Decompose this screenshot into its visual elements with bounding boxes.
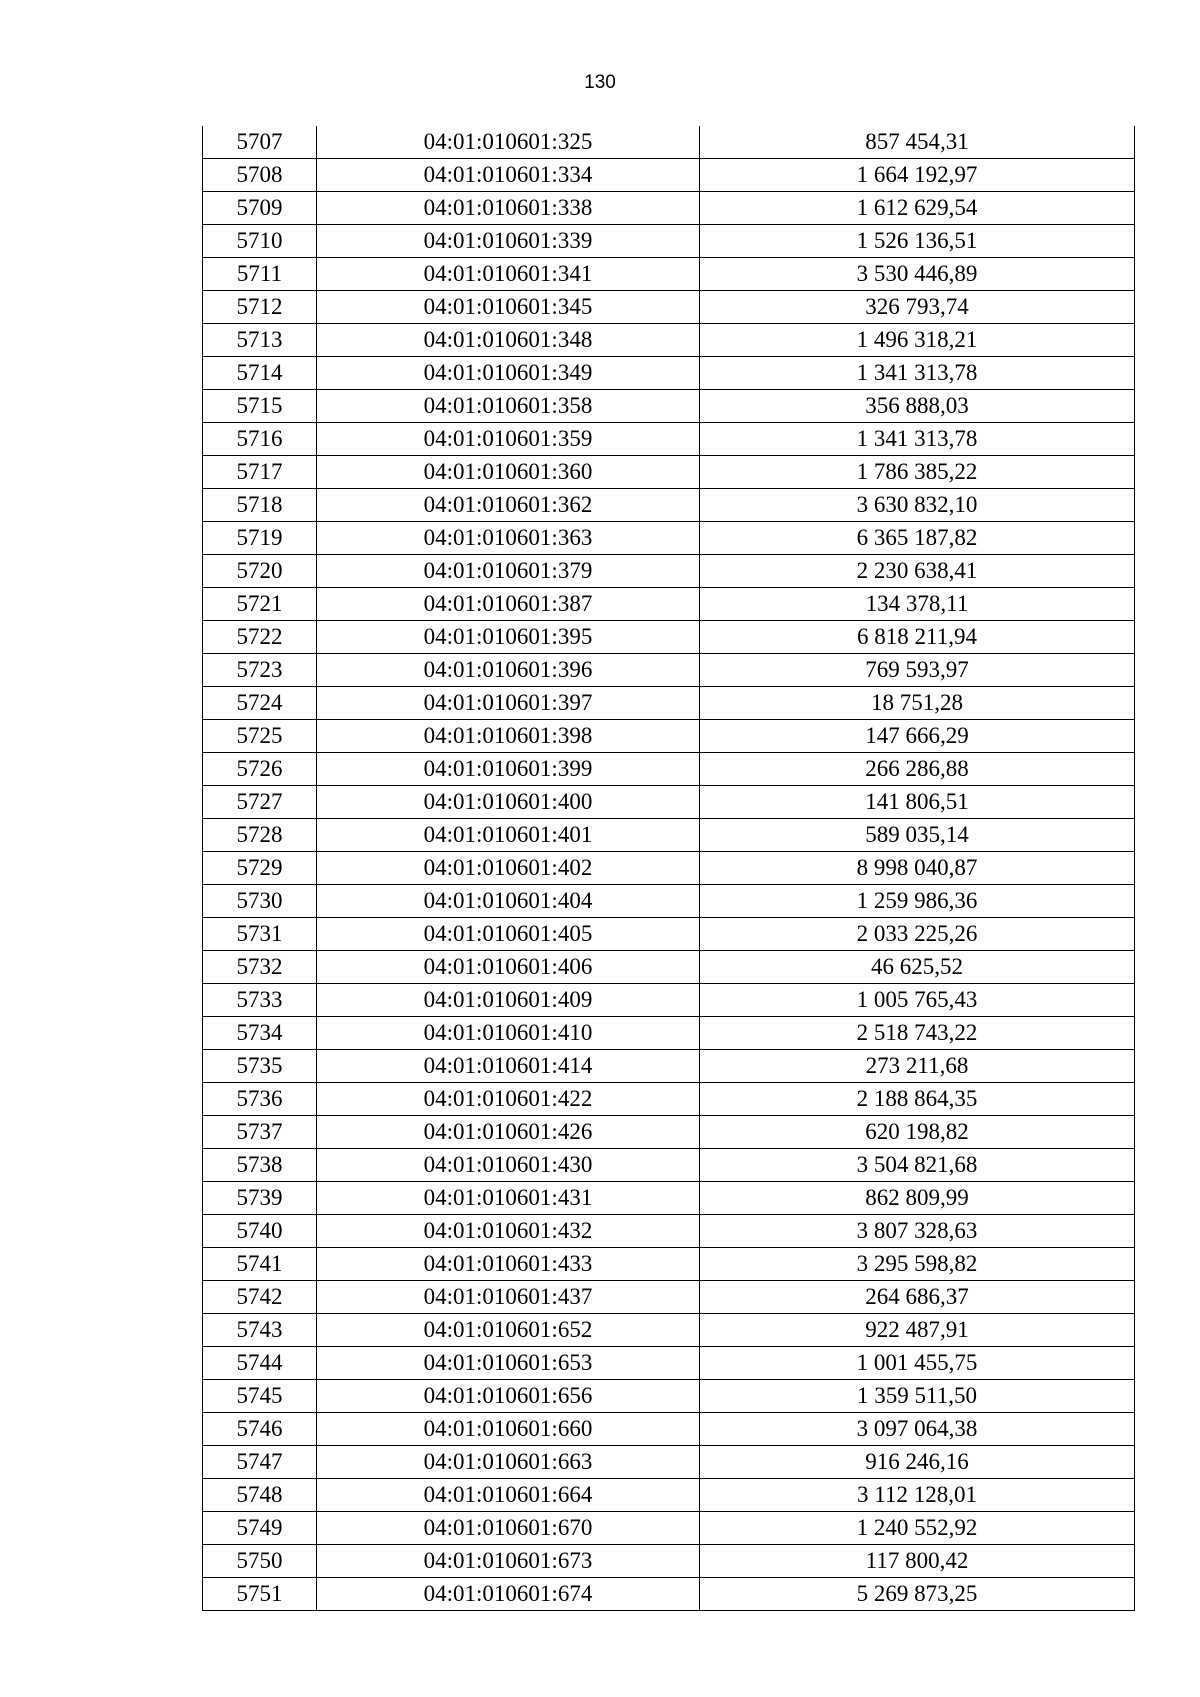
table-row: [203, 225, 1135, 258]
table-row: [203, 1182, 1135, 1215]
row-number-cell: 5731: [203, 918, 317, 951]
cadastral-number-cell: 04:01:010601:404: [317, 885, 700, 918]
cadastral-value-cell: 2 033 225,26: [700, 918, 1135, 951]
table-row: [203, 588, 1135, 621]
cadastral-value-cell: 3 295 598,82: [700, 1248, 1135, 1281]
row-number-cell: 5714: [203, 357, 317, 390]
table-row: [203, 1050, 1135, 1083]
cadastral-number-cell: 04:01:010601:338: [317, 192, 700, 225]
cadastral-value-cell: 18 751,28: [700, 687, 1135, 720]
row-number-cell: 5730: [203, 885, 317, 918]
cadastral-number-cell: 04:01:010601:660: [317, 1413, 700, 1446]
table-row: [203, 159, 1135, 192]
table-row: [203, 687, 1135, 720]
cadastral-value-cell: 620 198,82: [700, 1116, 1135, 1149]
cadastral-number-cell: 04:01:010601:379: [317, 555, 700, 588]
table-row: [203, 1116, 1135, 1149]
table-row: [203, 753, 1135, 786]
row-number-cell: 5748: [203, 1479, 317, 1512]
cadastral-value-cell: 1 359 511,50: [700, 1380, 1135, 1413]
cadastral-value-cell: 3 097 064,38: [700, 1413, 1135, 1446]
cadastral-number-cell: 04:01:010601:652: [317, 1314, 700, 1347]
cadastral-value-cell: 46 625,52: [700, 951, 1135, 984]
cadastral-number-cell: 04:01:010601:656: [317, 1380, 700, 1413]
row-number-cell: 5710: [203, 225, 317, 258]
table-row: [203, 1446, 1135, 1479]
row-number-cell: 5715: [203, 390, 317, 423]
row-number-cell: 5716: [203, 423, 317, 456]
table-row: [203, 390, 1135, 423]
cadastral-value-cell: 8 998 040,87: [700, 852, 1135, 885]
row-number-cell: 5711: [203, 258, 317, 291]
cadastral-value-cell: 589 035,14: [700, 819, 1135, 852]
cadastral-number-cell: 04:01:010601:358: [317, 390, 700, 423]
cadastral-value-cell: 1 341 313,78: [700, 357, 1135, 390]
cadastral-number-cell: 04:01:010601:349: [317, 357, 700, 390]
table-row: [203, 1248, 1135, 1281]
row-number-cell: 5745: [203, 1380, 317, 1413]
cadastral-number-cell: 04:01:010601:664: [317, 1479, 700, 1512]
cadastral-value-cell: 922 487,91: [700, 1314, 1135, 1347]
cadastral-value-cell: 3 630 832,10: [700, 489, 1135, 522]
row-number-cell: 5751: [203, 1578, 317, 1611]
cadastral-value-cell: 857 454,31: [700, 126, 1135, 159]
cadastral-value-cell: 862 809,99: [700, 1182, 1135, 1215]
row-number-cell: 5750: [203, 1545, 317, 1578]
row-number-cell: 5735: [203, 1050, 317, 1083]
row-number-cell: 5719: [203, 522, 317, 555]
row-number-cell: 5739: [203, 1182, 317, 1215]
row-number-cell: 5725: [203, 720, 317, 753]
cadastral-value-cell: 3 530 446,89: [700, 258, 1135, 291]
cadastral-value-cell: 3 807 328,63: [700, 1215, 1135, 1248]
cadastral-number-cell: 04:01:010601:422: [317, 1083, 700, 1116]
row-number-cell: 5741: [203, 1248, 317, 1281]
row-number-cell: 5713: [203, 324, 317, 357]
cadastral-value-table: [202, 126, 1134, 1611]
cadastral-value-cell: 2 230 638,41: [700, 555, 1135, 588]
table-row: [203, 291, 1135, 324]
table-row: [203, 1545, 1135, 1578]
table-row: [203, 1413, 1135, 1446]
cadastral-value-cell: 1 341 313,78: [700, 423, 1135, 456]
row-number-cell: 5721: [203, 588, 317, 621]
cadastral-number-cell: 04:01:010601:405: [317, 918, 700, 951]
cadastral-number-cell: 04:01:010601:359: [317, 423, 700, 456]
table-body: [203, 126, 1135, 1611]
table-row: [203, 918, 1135, 951]
cadastral-number-cell: 04:01:010601:363: [317, 522, 700, 555]
row-number-cell: 5727: [203, 786, 317, 819]
cadastral-value-cell: 264 686,37: [700, 1281, 1135, 1314]
row-number-cell: 5737: [203, 1116, 317, 1149]
table-row: [203, 1149, 1135, 1182]
cadastral-value-cell: 5 269 873,25: [700, 1578, 1135, 1611]
cadastral-number-cell: 04:01:010601:395: [317, 621, 700, 654]
table-row: [203, 357, 1135, 390]
cadastral-value-cell: 769 593,97: [700, 654, 1135, 687]
row-number-cell: 5723: [203, 654, 317, 687]
cadastral-value-cell: 1 786 385,22: [700, 456, 1135, 489]
cadastral-number-cell: 04:01:010601:673: [317, 1545, 700, 1578]
cadastral-number-cell: 04:01:010601:398: [317, 720, 700, 753]
cadastral-value-cell: 2 518 743,22: [700, 1017, 1135, 1050]
table-row: [203, 522, 1135, 555]
cadastral-value-cell: 6 365 187,82: [700, 522, 1135, 555]
table-row: [203, 456, 1135, 489]
table-row: [203, 1281, 1135, 1314]
row-number-cell: 5728: [203, 819, 317, 852]
cadastral-number-cell: 04:01:010601:674: [317, 1578, 700, 1611]
row-number-cell: 5738: [203, 1149, 317, 1182]
table-row: [203, 1512, 1135, 1545]
cadastral-number-cell: 04:01:010601:414: [317, 1050, 700, 1083]
cadastral-number-cell: 04:01:010601:433: [317, 1248, 700, 1281]
table-row: [203, 555, 1135, 588]
cadastral-number-cell: 04:01:010601:387: [317, 588, 700, 621]
row-number-cell: 5744: [203, 1347, 317, 1380]
row-number-cell: 5722: [203, 621, 317, 654]
table-row: [203, 1479, 1135, 1512]
cadastral-value-cell: 1 526 136,51: [700, 225, 1135, 258]
cadastral-number-cell: 04:01:010601:410: [317, 1017, 700, 1050]
cadastral-number-cell: 04:01:010601:325: [317, 126, 700, 159]
table-row: [203, 984, 1135, 1017]
row-number-cell: 5707: [203, 126, 317, 159]
table-row: [203, 1578, 1135, 1611]
row-number-cell: 5734: [203, 1017, 317, 1050]
table-row: [203, 1083, 1135, 1116]
row-number-cell: 5712: [203, 291, 317, 324]
cadastral-number-cell: 04:01:010601:348: [317, 324, 700, 357]
cadastral-number-cell: 04:01:010601:397: [317, 687, 700, 720]
table-row: [203, 1380, 1135, 1413]
cadastral-number-cell: 04:01:010601:334: [317, 159, 700, 192]
cadastral-value-cell: 1 259 986,36: [700, 885, 1135, 918]
row-number-cell: 5720: [203, 555, 317, 588]
cadastral-value-cell: 1 612 629,54: [700, 192, 1135, 225]
cadastral-number-cell: 04:01:010601:653: [317, 1347, 700, 1380]
cadastral-value-cell: 2 188 864,35: [700, 1083, 1135, 1116]
cadastral-value-cell: 134 378,11: [700, 588, 1135, 621]
table-row: [203, 654, 1135, 687]
table-row: [203, 489, 1135, 522]
cadastral-value-cell: 3 504 821,68: [700, 1149, 1135, 1182]
cadastral-number-cell: 04:01:010601:409: [317, 984, 700, 1017]
row-number-cell: 5708: [203, 159, 317, 192]
table-row: [203, 1215, 1135, 1248]
table-row: [203, 423, 1135, 456]
table-row: [203, 786, 1135, 819]
row-number-cell: 5732: [203, 951, 317, 984]
cadastral-number-cell: 04:01:010601:406: [317, 951, 700, 984]
cadastral-value-cell: 117 800,42: [700, 1545, 1135, 1578]
cadastral-number-cell: 04:01:010601:430: [317, 1149, 700, 1182]
cadastral-number-cell: 04:01:010601:341: [317, 258, 700, 291]
cadastral-value-cell: 1 005 765,43: [700, 984, 1135, 1017]
cadastral-value-cell: 1 001 455,75: [700, 1347, 1135, 1380]
table-row: [203, 1347, 1135, 1380]
cadastral-number-cell: 04:01:010601:401: [317, 819, 700, 852]
cadastral-number-cell: 04:01:010601:400: [317, 786, 700, 819]
cadastral-number-cell: 04:01:010601:399: [317, 753, 700, 786]
row-number-cell: 5726: [203, 753, 317, 786]
cadastral-number-cell: 04:01:010601:670: [317, 1512, 700, 1545]
cadastral-number-cell: 04:01:010601:362: [317, 489, 700, 522]
cadastral-value-cell: 147 666,29: [700, 720, 1135, 753]
table-row: [203, 852, 1135, 885]
cadastral-number-cell: 04:01:010601:426: [317, 1116, 700, 1149]
cadastral-number-cell: 04:01:010601:345: [317, 291, 700, 324]
row-number-cell: 5746: [203, 1413, 317, 1446]
row-number-cell: 5729: [203, 852, 317, 885]
table-row: [203, 819, 1135, 852]
row-number-cell: 5740: [203, 1215, 317, 1248]
cadastral-number-cell: 04:01:010601:396: [317, 654, 700, 687]
cadastral-value-cell: 1 496 318,21: [700, 324, 1135, 357]
row-number-cell: 5718: [203, 489, 317, 522]
cadastral-number-cell: 04:01:010601:431: [317, 1182, 700, 1215]
table-row: [203, 885, 1135, 918]
cadastral-value-cell: 273 211,68: [700, 1050, 1135, 1083]
row-number-cell: 5736: [203, 1083, 317, 1116]
cadastral-value-cell: 3 112 128,01: [700, 1479, 1135, 1512]
cadastral-value-cell: 266 286,88: [700, 753, 1135, 786]
row-number-cell: 5742: [203, 1281, 317, 1314]
row-number-cell: 5733: [203, 984, 317, 1017]
table-row: [203, 951, 1135, 984]
cadastral-value-cell: 6 818 211,94: [700, 621, 1135, 654]
row-number-cell: 5743: [203, 1314, 317, 1347]
table-row: [203, 324, 1135, 357]
cadastral-value-cell: 1 240 552,92: [700, 1512, 1135, 1545]
cadastral-number-cell: 04:01:010601:402: [317, 852, 700, 885]
cadastral-value-cell: 326 793,74: [700, 291, 1135, 324]
row-number-cell: 5749: [203, 1512, 317, 1545]
cadastral-number-cell: 04:01:010601:663: [317, 1446, 700, 1479]
row-number-cell: 5709: [203, 192, 317, 225]
cadastral-number-cell: 04:01:010601:360: [317, 456, 700, 489]
page-number: 130: [584, 72, 616, 93]
cadastral-value-cell: 1 664 192,97: [700, 159, 1135, 192]
cadastral-value-cell: 141 806,51: [700, 786, 1135, 819]
row-number-cell: 5717: [203, 456, 317, 489]
table-row: [203, 1017, 1135, 1050]
cadastral-value-cell: 916 246,16: [700, 1446, 1135, 1479]
table-row: [203, 192, 1135, 225]
cadastral-number-cell: 04:01:010601:437: [317, 1281, 700, 1314]
data-table: [202, 126, 1135, 1611]
row-number-cell: 5747: [203, 1446, 317, 1479]
row-number-cell: 5724: [203, 687, 317, 720]
cadastral-number-cell: 04:01:010601:339: [317, 225, 700, 258]
table-row: [203, 126, 1135, 159]
table-row: [203, 258, 1135, 291]
table-row: [203, 720, 1135, 753]
cadastral-value-cell: 356 888,03: [700, 390, 1135, 423]
cadastral-number-cell: 04:01:010601:432: [317, 1215, 700, 1248]
table-row: [203, 621, 1135, 654]
table-row: [203, 1314, 1135, 1347]
